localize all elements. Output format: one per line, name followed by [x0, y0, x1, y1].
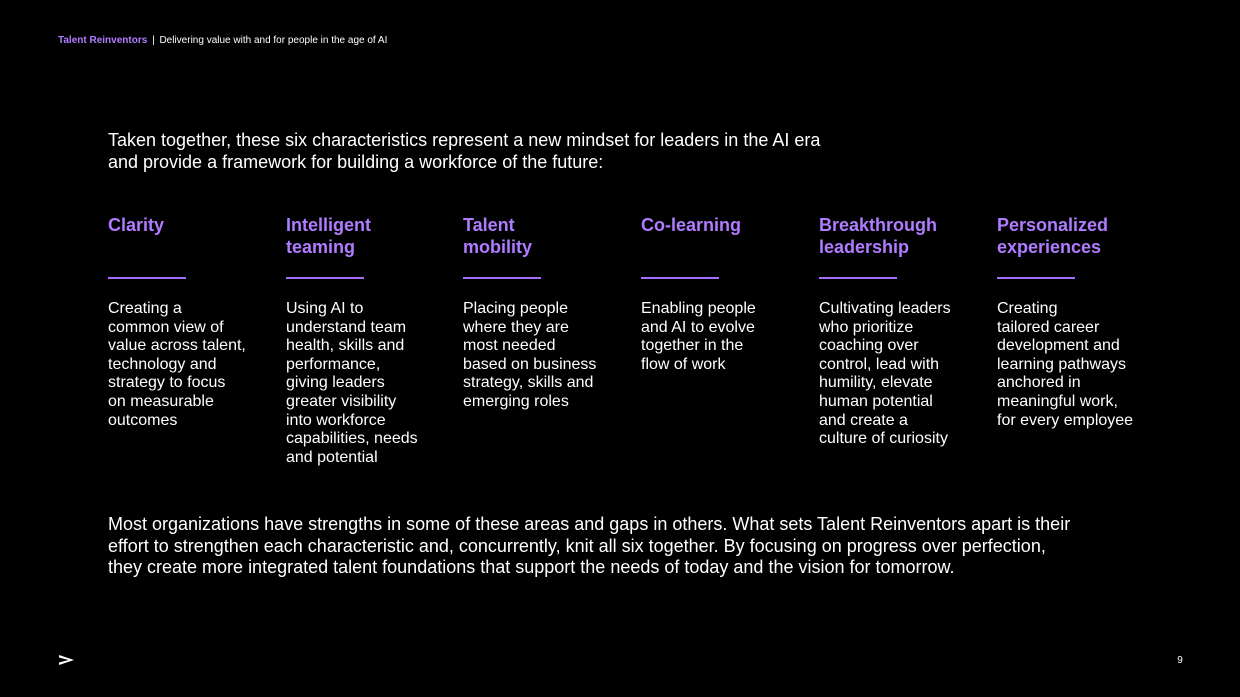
desc-line: emerging roles	[463, 392, 569, 410]
desc-line: Creating	[997, 300, 1058, 317]
characteristic-title	[108, 215, 280, 259]
desc-line: for every employee	[997, 411, 1134, 429]
characteristic-breakthrough-leadership	[819, 215, 991, 448]
desc-line: into workforce	[286, 411, 386, 429]
outro-paragraph	[108, 514, 1108, 579]
desc-line: outcomes	[108, 411, 178, 429]
title-line: teaming	[286, 236, 356, 257]
chevron-right-logo-icon	[57, 650, 77, 670]
desc-line: anchored in	[997, 374, 1081, 392]
title-line: Breakthrough	[819, 215, 938, 235]
characteristic-title	[997, 215, 1169, 259]
outro-line: they create more integrated talent foundations that support the needs of today and the vision for tomorrow.	[108, 557, 955, 578]
desc-line: tailored career	[997, 318, 1100, 336]
desc-line: greater visibility	[286, 392, 397, 410]
characteristic-personalized-experiences	[997, 215, 1169, 429]
header-brand: Talent Reinventors	[58, 35, 148, 46]
desc-line: flow of work	[641, 355, 726, 373]
desc-line: technology and	[108, 355, 217, 373]
desc-line: health, skills and	[286, 337, 405, 355]
desc-line: Enabling people	[641, 300, 756, 317]
characteristic-description	[997, 300, 1169, 430]
intro-line: Taken together, these six characteristics represent a new mindset for leaders in the AI era	[108, 130, 821, 150]
desc-line: strategy to focus	[108, 374, 226, 392]
title-line: Personalized	[997, 215, 1109, 235]
title-line: leadership	[819, 236, 910, 257]
characteristic-talent-mobility	[463, 215, 635, 410]
desc-line: and potential	[286, 448, 378, 466]
characteristic-description	[286, 300, 458, 467]
title-line: experiences	[997, 236, 1102, 257]
characteristic-divider	[108, 277, 186, 279]
page-number: 9	[1177, 655, 1183, 666]
characteristic-divider	[997, 277, 1075, 279]
characteristic-co-learning	[641, 215, 813, 373]
document-header	[58, 34, 387, 47]
characteristic-description	[819, 300, 991, 449]
desc-line: coaching over	[819, 337, 919, 355]
characteristic-description	[641, 300, 813, 374]
header-separator: |	[152, 35, 155, 46]
desc-line: where they are	[463, 318, 569, 336]
outro-line: effort to strengthen each characteristic and, concurrently, knit all six together. By focusing on progress over perfection,	[108, 535, 1046, 556]
desc-line: Using AI to	[286, 300, 364, 317]
desc-line: strategy, skills and	[463, 374, 594, 392]
title-line: Clarity	[108, 215, 165, 235]
characteristic-divider	[286, 277, 364, 279]
characteristic-description	[108, 300, 280, 430]
desc-line: most needed	[463, 337, 556, 355]
characteristic-title	[641, 215, 813, 259]
desc-line: capabilities, needs	[286, 430, 418, 448]
desc-line: and create a	[819, 411, 908, 429]
characteristics-grid	[108, 215, 1158, 475]
characteristic-title	[463, 215, 635, 259]
desc-line: humility, elevate	[819, 374, 933, 392]
characteristic-intelligent-teaming	[286, 215, 458, 466]
characteristic-divider	[463, 277, 541, 279]
desc-line: performance,	[286, 355, 381, 373]
desc-line: together in the	[641, 337, 744, 355]
desc-line: Cultivating leaders	[819, 300, 951, 317]
desc-line: on measurable	[108, 392, 214, 410]
desc-line: and AI to evolve	[641, 318, 755, 336]
characteristic-title	[819, 215, 991, 259]
header-tagline: Delivering value with and for people in the age of AI	[159, 35, 388, 46]
outro-line: Most organizations have strengths in some of these areas and gaps in others. What sets Talent Reinventors apart is their	[108, 514, 1071, 534]
title-line: Co-learning	[641, 215, 742, 235]
characteristic-description	[463, 300, 635, 412]
characteristic-title	[286, 215, 458, 259]
characteristic-divider	[641, 277, 719, 279]
desc-line: learning pathways	[997, 355, 1126, 373]
desc-line: human potential	[819, 392, 933, 410]
characteristic-divider	[819, 277, 897, 279]
desc-line: giving leaders	[286, 374, 385, 392]
intro-line: and provide a framework for building a workforce of the future:	[108, 151, 604, 172]
desc-line: value across talent,	[108, 337, 246, 355]
desc-line: who prioritize	[819, 318, 914, 336]
desc-line: development and	[997, 337, 1120, 355]
desc-line: Creating a	[108, 300, 182, 317]
desc-line: meaningful work,	[997, 392, 1118, 410]
desc-line: control, lead with	[819, 355, 940, 373]
desc-line: Placing people	[463, 300, 568, 317]
desc-line: based on business	[463, 355, 597, 373]
title-line: Intelligent	[286, 215, 371, 235]
desc-line: culture of curiosity	[819, 430, 948, 448]
intro-paragraph	[108, 130, 868, 173]
desc-line: common view of	[108, 318, 224, 336]
title-line: Talent	[463, 215, 515, 235]
desc-line: understand team	[286, 318, 407, 336]
characteristic-clarity	[108, 215, 280, 429]
title-line: mobility	[463, 236, 533, 257]
